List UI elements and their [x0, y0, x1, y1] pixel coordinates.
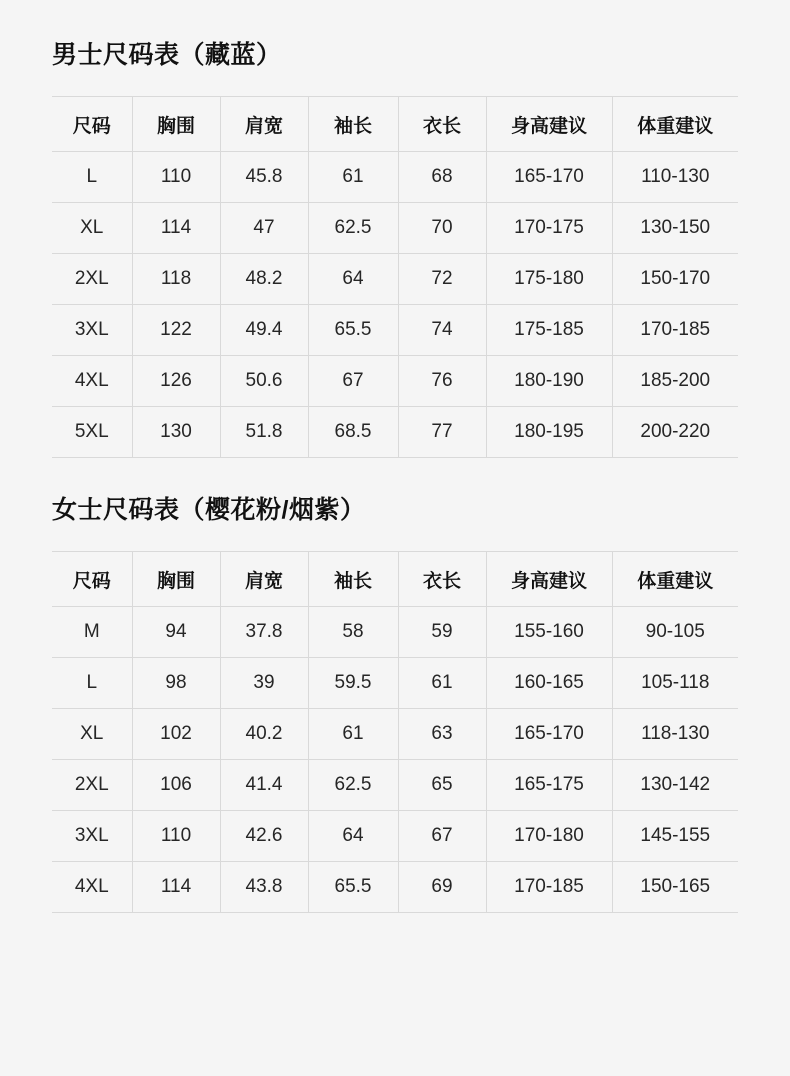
cell-sleeve: 62.5: [308, 203, 398, 254]
cell-shoulder: 39: [220, 658, 308, 709]
men-section-title: 男士尺码表（藏蓝）: [52, 41, 282, 69]
table-header-row: [52, 97, 738, 152]
cell-bust: 126: [132, 356, 220, 407]
column-header-length: 衣长: [398, 97, 486, 152]
column-header-sleeve: 袖长: [308, 97, 398, 152]
women-size-section: [52, 458, 738, 913]
column-header-sleeve: 袖长: [308, 552, 398, 607]
cell-shoulder: 41.4: [220, 760, 308, 811]
cell-size: 4XL: [52, 356, 132, 407]
table-row: [52, 862, 738, 913]
cell-weight-advice: 130-142: [612, 760, 738, 811]
cell-sleeve: 68.5: [308, 407, 398, 458]
men-size-table: [52, 96, 738, 458]
cell-size: 3XL: [52, 811, 132, 862]
cell-length: 72: [398, 254, 486, 305]
cell-shoulder: 51.8: [220, 407, 308, 458]
table-row: [52, 658, 738, 709]
cell-sleeve: 65.5: [308, 862, 398, 913]
cell-sleeve: 67: [308, 356, 398, 407]
cell-length: 77: [398, 407, 486, 458]
cell-length: 67: [398, 811, 486, 862]
column-header-height-advice: 身高建议: [486, 552, 612, 607]
cell-length: 59: [398, 607, 486, 658]
cell-length: 61: [398, 658, 486, 709]
column-header-weight-advice: 体重建议: [612, 552, 738, 607]
column-header-bust: 胸围: [132, 97, 220, 152]
cell-weight-advice: 200-220: [612, 407, 738, 458]
cell-shoulder: 37.8: [220, 607, 308, 658]
cell-bust: 114: [132, 862, 220, 913]
cell-sleeve: 58: [308, 607, 398, 658]
table-row: [52, 305, 738, 356]
cell-length: 70: [398, 203, 486, 254]
column-header-size: 尺码: [52, 552, 132, 607]
cell-bust: 110: [132, 811, 220, 862]
column-header-bust: 胸围: [132, 552, 220, 607]
cell-height-advice: 160-165: [486, 658, 612, 709]
cell-height-advice: 170-180: [486, 811, 612, 862]
women-section-title: 女士尺码表（樱花粉/烟紫）: [52, 496, 366, 524]
cell-shoulder: 42.6: [220, 811, 308, 862]
cell-size: 4XL: [52, 862, 132, 913]
cell-size: 2XL: [52, 760, 132, 811]
cell-shoulder: 43.8: [220, 862, 308, 913]
table-row: [52, 607, 738, 658]
cell-size: M: [52, 607, 132, 658]
column-header-shoulder: 肩宽: [220, 97, 308, 152]
column-header-shoulder: 肩宽: [220, 552, 308, 607]
cell-size: 2XL: [52, 254, 132, 305]
cell-size: 3XL: [52, 305, 132, 356]
cell-weight-advice: 150-165: [612, 862, 738, 913]
cell-sleeve: 62.5: [308, 760, 398, 811]
cell-sleeve: 59.5: [308, 658, 398, 709]
table-row: [52, 203, 738, 254]
cell-size: L: [52, 658, 132, 709]
table-row: [52, 811, 738, 862]
cell-sleeve: 61: [308, 709, 398, 760]
cell-shoulder: 48.2: [220, 254, 308, 305]
cell-height-advice: 180-190: [486, 356, 612, 407]
table-row: [52, 356, 738, 407]
cell-size: L: [52, 152, 132, 203]
cell-weight-advice: 105-118: [612, 658, 738, 709]
cell-length: 65: [398, 760, 486, 811]
cell-shoulder: 40.2: [220, 709, 308, 760]
cell-bust: 118: [132, 254, 220, 305]
cell-bust: 114: [132, 203, 220, 254]
cell-size: XL: [52, 709, 132, 760]
column-header-length: 衣长: [398, 552, 486, 607]
cell-shoulder: 47: [220, 203, 308, 254]
column-header-weight-advice: 体重建议: [612, 97, 738, 152]
men-size-section: [52, 0, 738, 458]
cell-bust: 98: [132, 658, 220, 709]
cell-height-advice: 170-175: [486, 203, 612, 254]
cell-weight-advice: 130-150: [612, 203, 738, 254]
cell-height-advice: 175-185: [486, 305, 612, 356]
cell-height-advice: 165-170: [486, 709, 612, 760]
cell-weight-advice: 90-105: [612, 607, 738, 658]
cell-height-advice: 165-170: [486, 152, 612, 203]
table-row: [52, 152, 738, 203]
cell-bust: 130: [132, 407, 220, 458]
cell-size: 5XL: [52, 407, 132, 458]
column-header-height-advice: 身高建议: [486, 97, 612, 152]
table-header-row: [52, 552, 738, 607]
cell-size: XL: [52, 203, 132, 254]
cell-weight-advice: 110-130: [612, 152, 738, 203]
column-header-size: 尺码: [52, 97, 132, 152]
cell-bust: 110: [132, 152, 220, 203]
table-row: [52, 760, 738, 811]
cell-shoulder: 49.4: [220, 305, 308, 356]
cell-length: 63: [398, 709, 486, 760]
table-row: [52, 709, 738, 760]
cell-shoulder: 45.8: [220, 152, 308, 203]
cell-bust: 94: [132, 607, 220, 658]
cell-height-advice: 180-195: [486, 407, 612, 458]
cell-length: 69: [398, 862, 486, 913]
cell-weight-advice: 185-200: [612, 356, 738, 407]
cell-height-advice: 155-160: [486, 607, 612, 658]
table-row: [52, 407, 738, 458]
cell-length: 76: [398, 356, 486, 407]
table-row: [52, 254, 738, 305]
cell-bust: 102: [132, 709, 220, 760]
cell-weight-advice: 118-130: [612, 709, 738, 760]
cell-height-advice: 165-175: [486, 760, 612, 811]
cell-length: 74: [398, 305, 486, 356]
cell-bust: 122: [132, 305, 220, 356]
cell-sleeve: 65.5: [308, 305, 398, 356]
cell-weight-advice: 145-155: [612, 811, 738, 862]
cell-length: 68: [398, 152, 486, 203]
cell-height-advice: 170-185: [486, 862, 612, 913]
cell-weight-advice: 150-170: [612, 254, 738, 305]
women-size-table: [52, 551, 738, 913]
cell-shoulder: 50.6: [220, 356, 308, 407]
cell-weight-advice: 170-185: [612, 305, 738, 356]
cell-height-advice: 175-180: [486, 254, 612, 305]
cell-sleeve: 61: [308, 152, 398, 203]
cell-sleeve: 64: [308, 254, 398, 305]
cell-bust: 106: [132, 760, 220, 811]
cell-sleeve: 64: [308, 811, 398, 862]
